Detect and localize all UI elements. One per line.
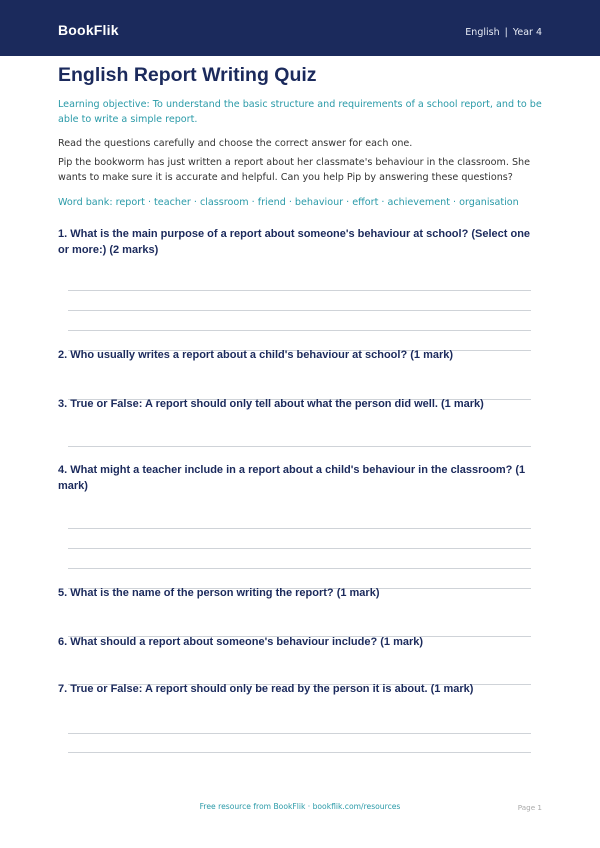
brand-logo[interactable]: BookFlik: [58, 22, 119, 38]
answer-line[interactable]: [68, 528, 531, 529]
header-separator: |: [504, 27, 508, 38]
answer-line[interactable]: [68, 752, 531, 753]
question-3: 3. True or False: A report should only tell about what the person did well. (1 mark): [58, 398, 484, 410]
header-meta: [465, 27, 542, 38]
scenario-text: Pip the bookworm has just written a report about her classmate's behaviour in the classroom. She wants to make sure it is accurate and helpful. Can you help Pip by answering these questions?: [58, 157, 531, 183]
answer-line[interactable]: [68, 446, 531, 447]
answer-line[interactable]: [68, 290, 531, 291]
page-number: Page 1: [517, 803, 542, 812]
answer-line[interactable]: [68, 330, 531, 331]
question-5: 5. What is the name of the person writing the report? (1 mark): [58, 587, 380, 599]
year-label: Year 4: [512, 27, 542, 38]
question-4: 4. What might a teacher include in a report about a child's behaviour in the classroom? (1 mark): [58, 464, 526, 492]
page-header: [0, 0, 600, 56]
answer-line[interactable]: [68, 548, 531, 549]
answer-line[interactable]: [68, 568, 531, 569]
answer-line[interactable]: [68, 733, 531, 734]
page-title: English Report Writing Quiz: [58, 64, 317, 86]
footer-credit[interactable]: Free resource from BookFlik · bookflik.com/resources: [199, 802, 401, 811]
question-7: 7. True or False: A report should only be read by the person it is about. (1 mark): [58, 683, 474, 695]
question-2: 2. Who usually writes a report about a child's behaviour at school? (1 mark): [58, 349, 454, 361]
learning-objective: Learning objective: To understand the basic structure and requirements of a school report, and to be able to write a simple report.: [58, 99, 542, 125]
answer-line[interactable]: [68, 310, 531, 311]
question-6: 6. What should a report about someone's behaviour include? (1 mark): [58, 636, 424, 648]
subject-label: English: [465, 27, 500, 38]
instructions: Read the questions carefully and choose the correct answer for each one.: [58, 138, 413, 149]
question-1: 1. What is the main purpose of a report about someone's behaviour at school? (Select one or more:) (2 marks): [58, 228, 531, 256]
word-bank: Word bank: report · teacher · classroom · friend · behaviour · effort · achievement · organisation: [58, 197, 519, 208]
